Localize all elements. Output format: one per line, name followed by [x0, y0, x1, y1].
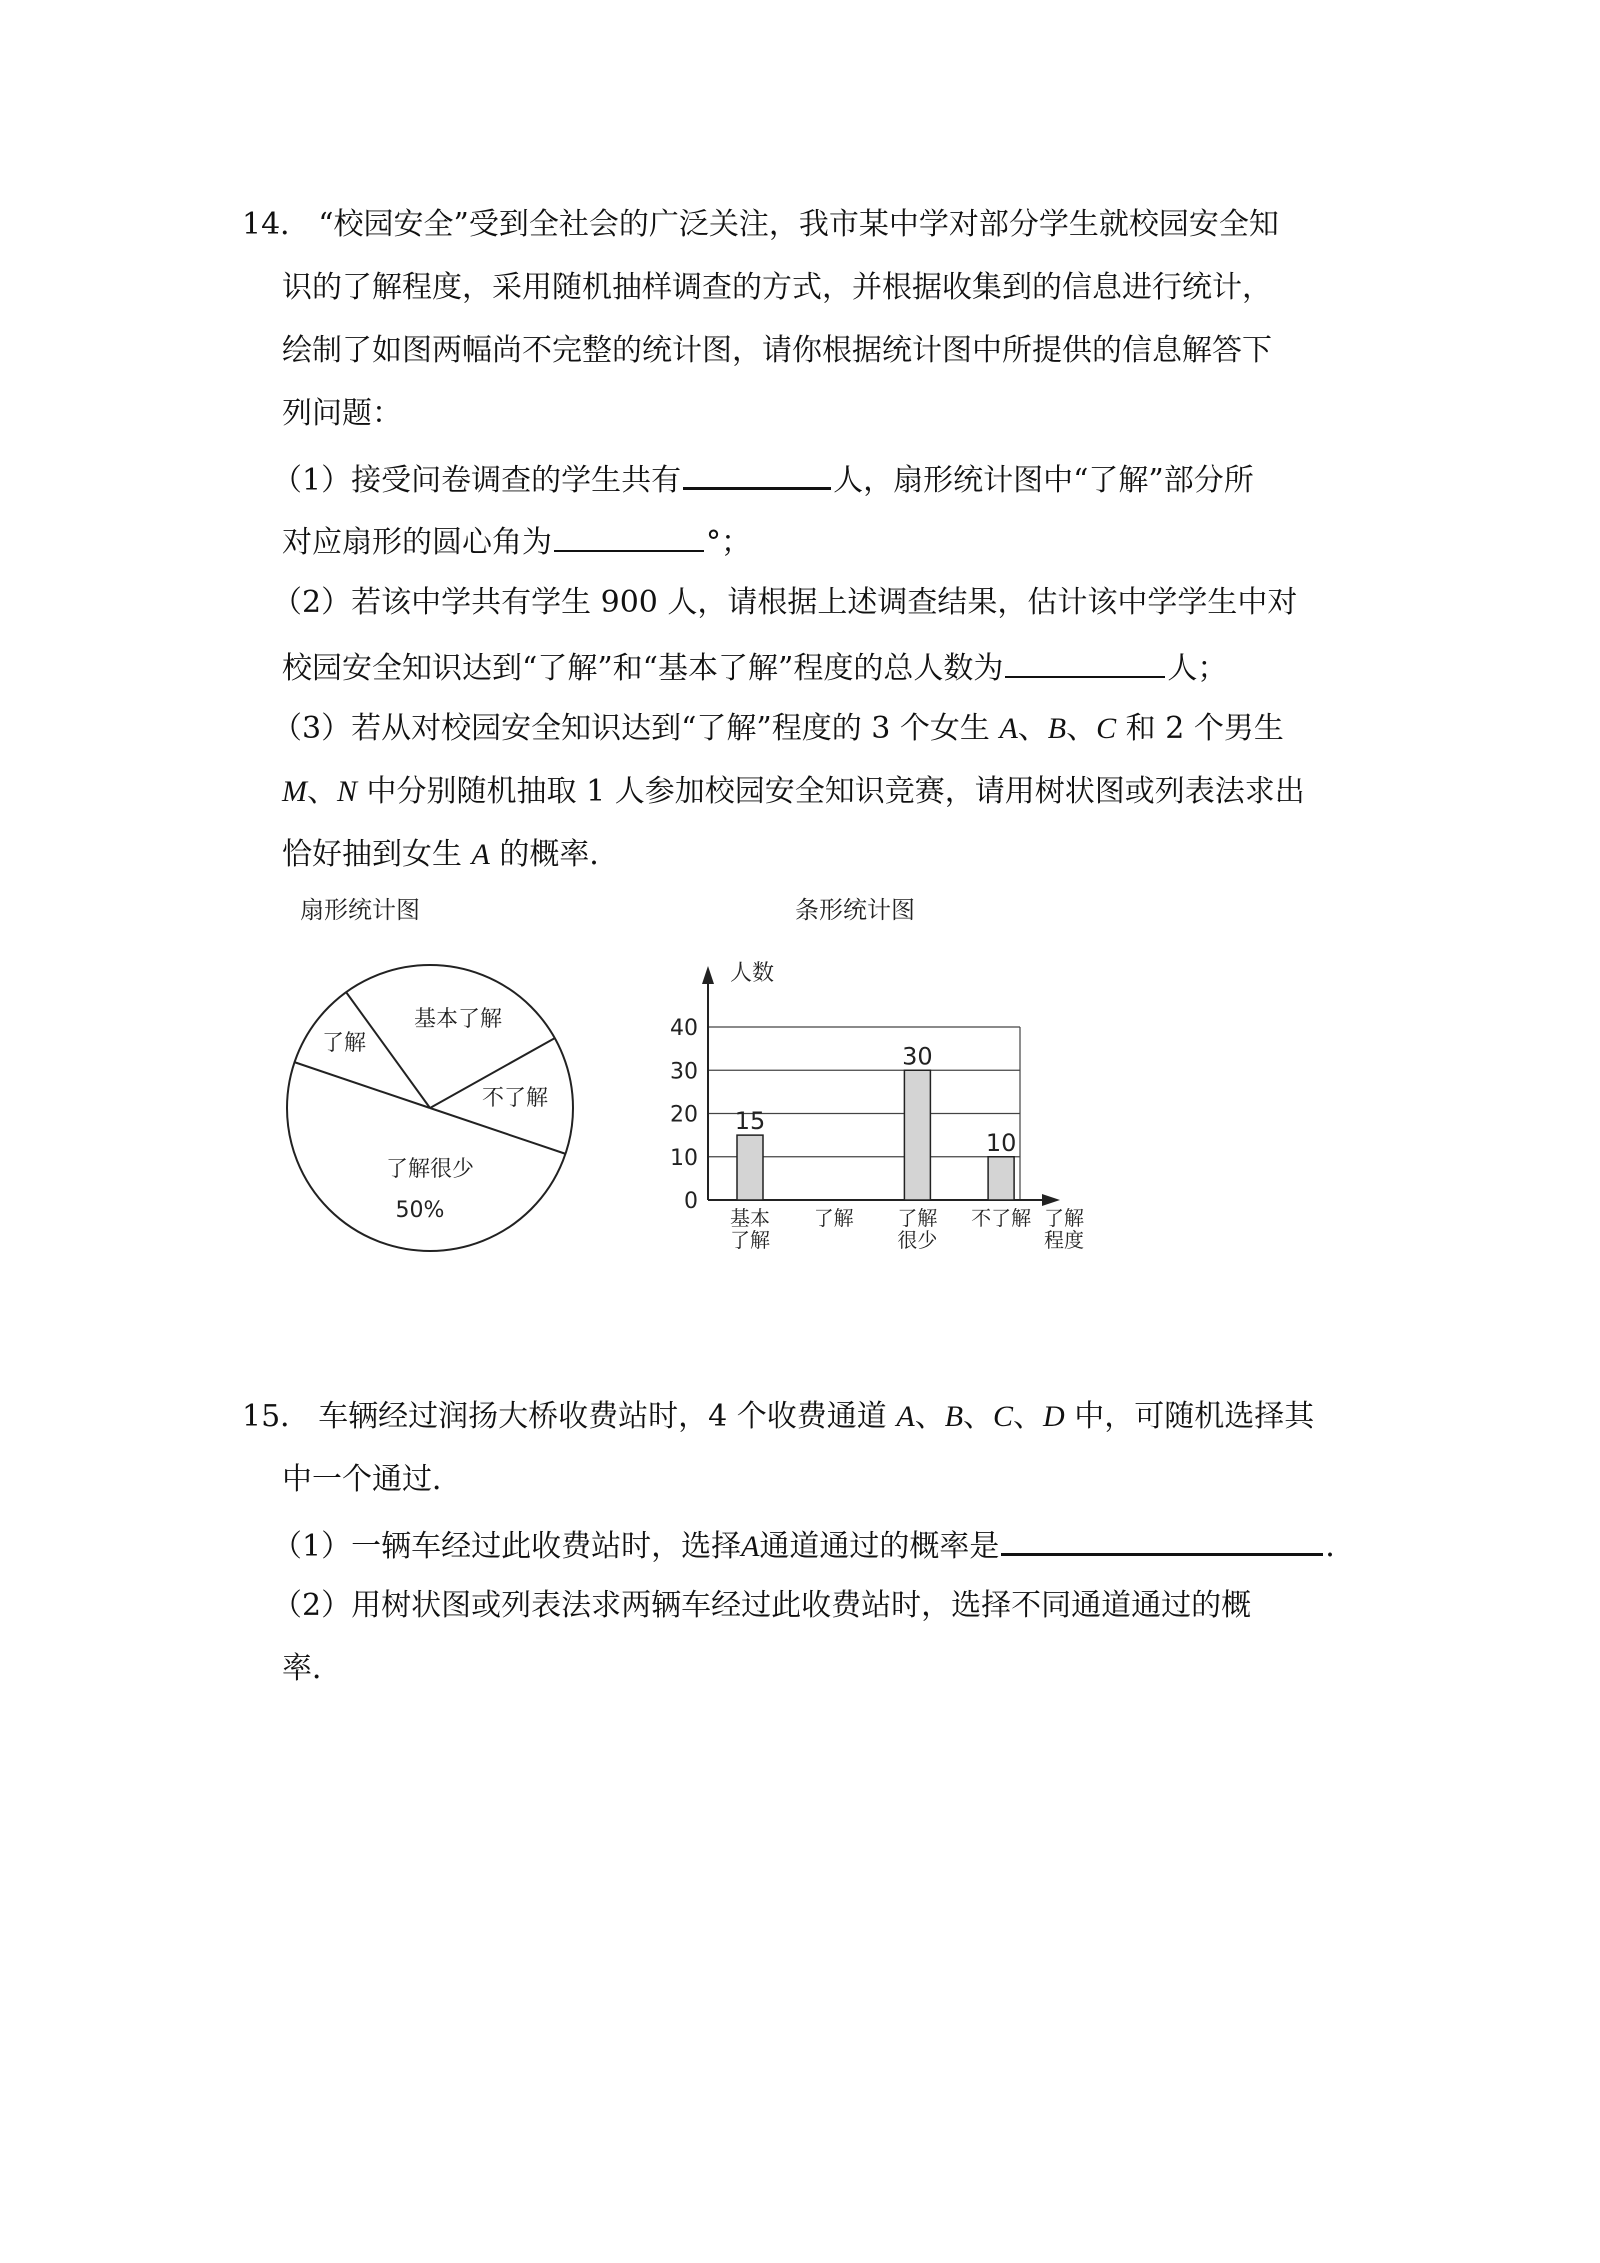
x-axis-arrow	[1042, 1194, 1060, 1206]
y-axis-arrow	[702, 966, 714, 984]
x-axis-title-line-1: 了解	[1044, 1206, 1084, 1230]
q14-number: 14．	[242, 207, 311, 242]
q15-part2-line-1	[272, 1586, 1251, 1626]
q14-p3-text-c1: 恰好抽到女生	[282, 837, 472, 872]
q15-part2-line-2	[282, 1649, 342, 1689]
q14-p3-text-b: 中分别随机抽取 1 人参加校园安全知识竞赛，请用树状图或列表法求出	[357, 774, 1305, 809]
q15-p2-text-a: （2）用树状图或列表法求两辆车经过此收费站时，选择不同通道通过的概	[272, 1588, 1252, 1623]
q14-p1-text-b: 人，扇形统计图中“了解”部分所	[833, 463, 1254, 498]
q14-p3-sep-1: 、	[1017, 711, 1048, 746]
q14-p1-text-c: 对应扇形的圆心角为	[282, 525, 552, 560]
pie-label-basic: 基本了解	[414, 1007, 503, 1032]
bar-4	[988, 1157, 1014, 1200]
q14-p1-text-a: （1）接受问卷调查的学生共有	[272, 463, 682, 498]
q14-stem-4: 列问题：	[282, 396, 402, 431]
q14-p3-text-a1: （3）若从对校园安全知识达到“了解”程度的 3 个女生	[272, 711, 1000, 746]
pie-chart	[270, 880, 630, 1280]
q15-stem-a: 车辆经过润扬大桥收费站时，4 个收费通道	[318, 1399, 897, 1434]
q15-part1-line	[272, 1523, 1355, 1567]
q14-part3-line-3	[282, 835, 619, 875]
bar-chart	[640, 880, 1100, 1270]
x-axis-title-line-2: 程度	[1044, 1228, 1084, 1252]
q15-sep-2: 、	[963, 1399, 994, 1434]
bar-3	[904, 1070, 930, 1200]
x-tick-label-3-1: 了解	[897, 1206, 938, 1230]
pie-divider-know-little	[294, 1062, 430, 1108]
q14-part1-line-1	[272, 457, 1254, 501]
x-tick-label-1-2: 了解	[730, 1228, 770, 1252]
q14-p3-var-m: M	[282, 775, 307, 808]
q14-part2-line-1	[272, 583, 1297, 623]
q14-stem-1: “校园安全”受到全社会的广泛关注，我市某中学对部分学生就校园安全知	[318, 207, 1279, 242]
q15-sep-3: 、	[1013, 1399, 1044, 1434]
q14-p1-answer-blank-1[interactable]	[683, 457, 831, 490]
q14-line-1	[242, 205, 1279, 245]
q15-line-2	[282, 1460, 462, 1500]
pie-label-know: 了解	[322, 1031, 367, 1056]
q14-p2-text-c: 人；	[1167, 651, 1228, 686]
q14-line-3	[282, 331, 1272, 371]
pie-label-little: 了解很少	[385, 1157, 475, 1182]
q15-p1-text-c: ．	[1325, 1529, 1356, 1564]
q15-line-1	[242, 1397, 1314, 1437]
q14-line-4	[282, 394, 402, 434]
q15-stem-b: 中，可随机选择其	[1064, 1399, 1315, 1434]
x-tick-label-2-1: 了解	[813, 1206, 854, 1230]
y-tick-label-0: 0	[684, 1189, 698, 1214]
q14-stem-3: 绘制了如图两幅尚不完整的统计图，请你根据统计图中所提供的信息解答下	[282, 333, 1272, 368]
bar-chart-title: 条形统计图	[795, 896, 915, 924]
q14-part3-line-1	[272, 709, 1284, 749]
q15-p1-var-a: A	[741, 1530, 760, 1563]
q14-p2-text-a: （2）若该中学共有学生 900 人，请根据上述调查结果，估计该中学学生中对	[272, 585, 1298, 620]
bar-chart-ylabel: 人数	[730, 961, 775, 986]
q14-part1-line-2	[282, 520, 751, 563]
q15-p2-text-b: 率．	[282, 1651, 342, 1686]
q15-stem-2: 中一个通过．	[282, 1462, 462, 1497]
q14-p3-sep-2: 、	[1066, 711, 1097, 746]
x-tick-label-3-2: 很少	[897, 1228, 938, 1252]
x-tick-label-1-1: 基本	[730, 1206, 770, 1230]
pie-divider-notknow-little	[430, 1108, 566, 1154]
q14-p2-answer-blank[interactable]	[1005, 646, 1165, 678]
q15-p1-text-b: 通道通过的概率是	[759, 1529, 1000, 1564]
q15-sep-1: 、	[914, 1399, 945, 1434]
q15-var-b: B	[944, 1400, 964, 1433]
pie-title: 扇形统计图	[300, 896, 420, 924]
q14-p3-text-a2: 和 2 个男生	[1116, 711, 1284, 746]
q14-p3-text-c2: 的概率．	[489, 837, 620, 872]
pie-label-little-pct: 50%	[395, 1198, 445, 1223]
q14-p2-text-b: 校园安全知识达到“了解”和“基本了解”程度的总人数为	[282, 651, 1004, 686]
q14-stem-2: 识的了解程度，采用随机抽样调查的方式，并根据收集到的信息进行统计，	[282, 270, 1272, 305]
q14-line-2	[282, 268, 1272, 308]
q14-p3-sep-3: 、	[307, 774, 337, 809]
bar-value-label-4: 10	[985, 1128, 1017, 1157]
q14-p3-var-b: B	[1047, 712, 1067, 745]
q14-part3-line-2	[282, 772, 1305, 812]
y-tick-label-20: 20	[670, 1102, 698, 1128]
y-tick-label-30: 30	[670, 1059, 698, 1085]
q15-var-a: A	[896, 1400, 915, 1433]
q15-number: 15．	[242, 1399, 311, 1434]
q14-part2-line-2	[282, 646, 1227, 689]
q14-p3-var-n: N	[337, 775, 358, 808]
y-tick-label-10: 10	[670, 1145, 698, 1171]
bar-1	[737, 1135, 763, 1200]
bar-value-label-3: 30	[902, 1042, 933, 1071]
q15-p1-text-a: （1）一辆车经过此收费站时，选择	[272, 1529, 742, 1564]
x-tick-label-4-1: 不了解	[971, 1206, 1032, 1230]
q15-var-c: C	[993, 1400, 1014, 1433]
q14-p1-answer-blank-2[interactable]	[554, 520, 704, 552]
y-tick-label-40: 40	[670, 1016, 698, 1041]
q14-p3-var-a: A	[999, 712, 1018, 745]
q15-p1-answer-blank[interactable]	[1001, 1523, 1323, 1556]
pie-label-notknow: 不了解	[482, 1086, 549, 1111]
q15-var-d: D	[1043, 1400, 1065, 1433]
q14-p3-var-a2: A	[471, 838, 490, 871]
bar-value-label-1: 15	[734, 1107, 766, 1136]
q14-p3-var-c: C	[1096, 712, 1117, 745]
q14-p1-text-d: °；	[706, 525, 751, 560]
